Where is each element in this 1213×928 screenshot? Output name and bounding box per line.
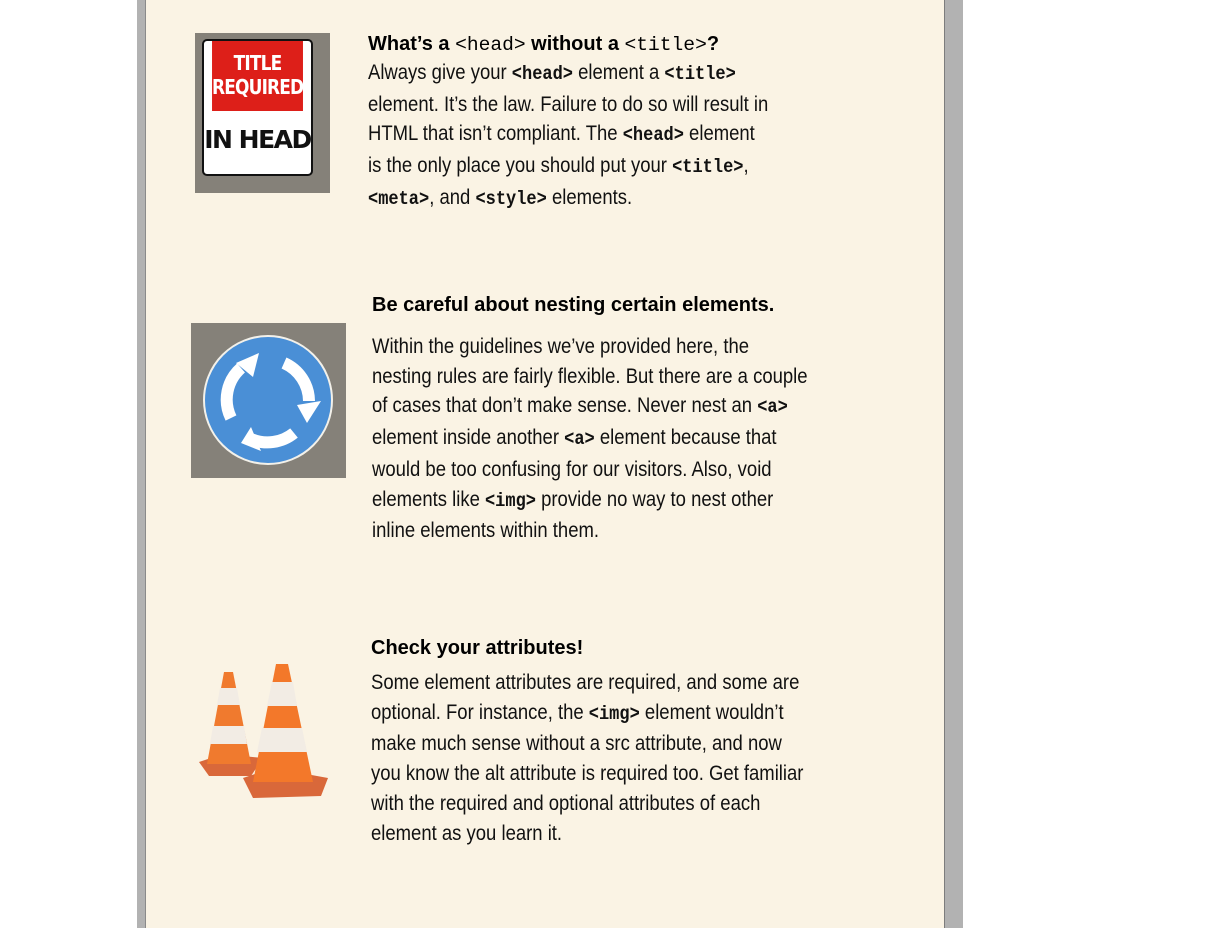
body-line: nesting rules are fairly flexible. But there are a couple [372, 364, 808, 388]
title-code: <head> [455, 34, 526, 56]
sign-red-panel [212, 41, 303, 111]
body-line: with the required and optional attributes of each [371, 791, 761, 815]
title-code: <title> [624, 34, 707, 56]
sign-white-panel [204, 111, 311, 174]
body-line: element as you learn it. [371, 821, 563, 845]
document-page-frame [137, 0, 963, 928]
body-line: make much sense without a src attribute, and now [371, 732, 782, 756]
body-line: elements like <img> provide no way to nest other [372, 487, 774, 512]
body-line: of cases that don’t make sense. Never nest an <a> [372, 394, 788, 419]
sign-text-in-head: IN HEAD [204, 125, 311, 154]
tip-body [371, 668, 829, 848]
title-required-sign-icon [195, 33, 330, 193]
tip-body [368, 58, 790, 215]
tip-title: Be careful about nesting certain elements. [372, 294, 775, 316]
title-text: without a [525, 33, 625, 55]
tip-title: Check your attributes! [371, 637, 584, 659]
sign-text-title: TITLE [233, 51, 282, 75]
body-line: you know the alt attribute is required too. Get familiar [371, 762, 804, 786]
title-text: What’s a [368, 33, 456, 55]
body-line: Within the guidelines we’ve provided here, the [372, 335, 750, 358]
tip-head-title [368, 33, 848, 215]
sign-text-required: REQUIRED [212, 75, 304, 99]
tip-title [368, 33, 848, 56]
body-line: Some element attributes are required, and some are [371, 671, 800, 694]
document-page [145, 0, 945, 928]
tip-body [372, 332, 830, 546]
body-line: is the only place you should put your <title>, [368, 154, 749, 179]
body-line: Always give your <head> element a <title> [368, 61, 736, 85]
body-line: element inside another <a> element because that [372, 426, 777, 451]
traffic-cones-icon [193, 660, 338, 805]
body-line: inline elements within them. [372, 519, 600, 543]
body-line: optional. For instance, the <img> element wouldn’t [371, 700, 784, 725]
tip-attributes [371, 637, 891, 848]
body-line: <meta>, and <style> elements. [368, 185, 633, 210]
body-line: element. It’s the law. Failure to do so will result in [368, 92, 769, 116]
tip-nesting [372, 294, 892, 546]
body-line: would be too confusing for our visitors. Also, void [372, 457, 772, 481]
roundabout-sign-icon [191, 323, 346, 478]
title-text: ? [706, 33, 720, 55]
body-line: HTML that isn’t compliant. The <head> element [368, 122, 755, 147]
